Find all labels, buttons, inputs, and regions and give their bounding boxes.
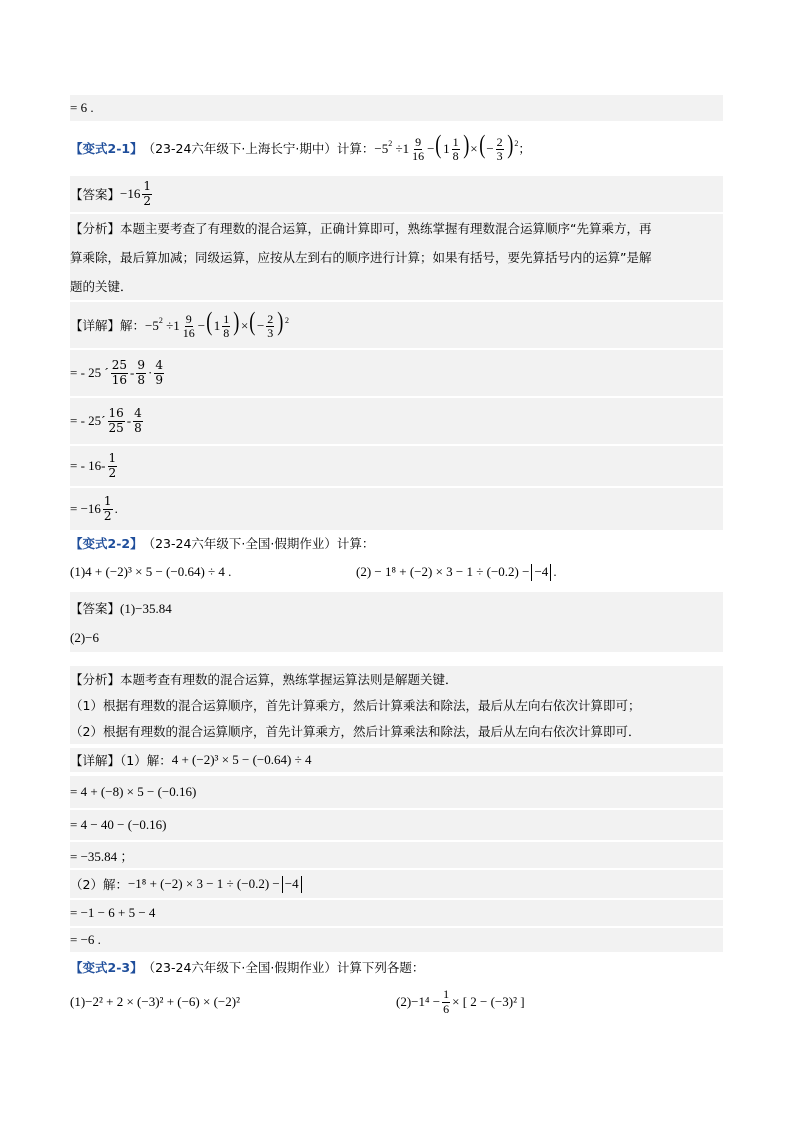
question-label: 【变式2-2】: [70, 536, 143, 551]
answer-2-1: [70, 176, 723, 212]
question-2-3: [70, 956, 723, 978]
question-2-3-parts: [70, 984, 723, 1020]
analysis-2-1: [70, 214, 723, 300]
part-2: (2) − 1⁸ + (−2) × 3 − 1 ÷ (−0.2) − −4 .: [356, 564, 557, 579]
detail-expression: 4 + (−2)³ × 5 − (−0.64) ÷ 4: [171, 752, 312, 767]
analysis-part-2: （2）根据有理数的混合运算顺序，首先计算乘方，然后计算乘法和除法，最后从左向右依次计算即可．: [70, 724, 641, 739]
absolute-value: −4: [531, 564, 551, 581]
step-text: = −6 .: [70, 932, 101, 947]
answer-2-2: [70, 592, 723, 652]
detail-2-2-step-3: [70, 842, 723, 868]
part-2: (2)−1⁴ − $\frac{1}{6}$ × [ 2 − (−3)² ]: [396, 986, 525, 1016]
absolute-value: −4: [282, 876, 302, 893]
question-label: 【变式2-1】: [70, 141, 143, 156]
step-text: = −35.84 ；: [70, 848, 134, 864]
step-text: = - 25´: [70, 413, 106, 428]
step-text: = - 25 ´: [70, 365, 109, 380]
question-2-1: [70, 126, 723, 170]
analysis-2-2: [70, 666, 723, 744]
detail-2-2-step-1: [70, 776, 723, 808]
question-2-2-parts: [70, 560, 723, 584]
part-1: (1)−2² + 2 × (−3)² + (−6) × (−2)²: [70, 994, 240, 1009]
detail-expression: −1⁸ + (−2) × 3 − 1 ÷ (−0.2) −: [127, 876, 280, 891]
detail-step-1: = - 25 ´ $\frac{25}{16}$ - $\frac{9}{8}$ · $\frac{4}{9}$: [70, 350, 723, 396]
detail-step-3: = - 16- $\frac{1}{2}$: [70, 446, 723, 486]
answer-fraction: $\frac{1}{2}$: [143, 178, 151, 208]
detail-label: （2）解：: [70, 877, 128, 892]
detail-2-2-2: [70, 870, 723, 898]
question-2-2: [70, 532, 723, 554]
detail-label: 【详解】解：: [70, 318, 146, 333]
detail-2-2-1: [70, 748, 723, 772]
question-label: 【变式2-3】: [70, 960, 143, 975]
answer-value: −16: [120, 186, 141, 201]
detail-label: 【详解】（1）解：: [70, 753, 172, 768]
part-1: (1)4 + (−2)³ × 5 − (−0.64) ÷ 4 .: [70, 564, 232, 579]
answer-label: 【答案】: [70, 187, 121, 202]
detail-step-4: = −16 $\frac{1}{2}$ .: [70, 488, 723, 530]
detail-2-2-step-2: [70, 810, 723, 840]
analysis-line: 【分析】本题考查有理数的混合运算，熟练掌握运算法则是解题关键．: [70, 672, 458, 687]
question-source: （23-24六年级下·上海长宁·期中）计算：: [142, 141, 375, 156]
result-text: = 6 .: [70, 100, 94, 115]
fraction: $\frac{1}{6}$: [443, 986, 450, 1016]
step-text: = −16: [70, 501, 101, 516]
analysis-part-1: （1）根据有理数的混合运算顺序，首先计算乘方，然后计算乘法和除法，最后从左向右依次计算即可；: [70, 698, 641, 713]
step-text: = −1 − 6 + 5 − 4: [70, 905, 156, 920]
analysis-line-2: 算乘除，最后算加减；同级运算，应按从左到右的顺序进行计算；如果有括号，要先算括号内的运算”是解: [70, 249, 652, 265]
detail-expression: $-5^2 \div 1$ $\frac{9}{16}$ −(1 $\frac{1}{8}$ )×(− $\frac{2}{3}$ )$^2$: [145, 306, 289, 341]
detail-step-2: = - 25´ $\frac{16}{25}$ - $\frac{4}{8}$: [70, 398, 723, 444]
question-source: （23-24六年级下·全国·假期作业）计算下列各题：: [142, 960, 425, 975]
step-text: = 4 − 40 − (−0.16): [70, 817, 167, 832]
answer-2: (2)−6: [70, 629, 99, 645]
answer-1: (1)−35.84: [120, 600, 172, 616]
result-line: [70, 95, 723, 121]
answer-label: 【答案】: [70, 600, 121, 616]
expression-end: ；: [518, 141, 531, 156]
expression: $-5^2 \div 1$ $\frac{9}{16}$ −(1 $\frac{1}{8}$ )×(− $\frac{2}{3}$ )$^2$: [374, 129, 519, 164]
analysis-line-3: 题的关键．: [70, 278, 133, 294]
detail-2-1: [70, 302, 723, 348]
analysis-line-1: 【分析】本题主要考查了有理数的混合运算，正确计算即可，熟练掌握有理数混合运算顺序“先算乘方，再: [70, 221, 652, 237]
question-source: （23-24六年级下·全国·假期作业）计算：: [142, 536, 375, 551]
step-text: = 4 + (−8) × 5 − (−0.16): [70, 784, 197, 799]
detail-2-2-step-4: [70, 900, 723, 926]
detail-2-2-step-5: [70, 928, 723, 952]
step-text: = - 16-: [70, 458, 106, 473]
